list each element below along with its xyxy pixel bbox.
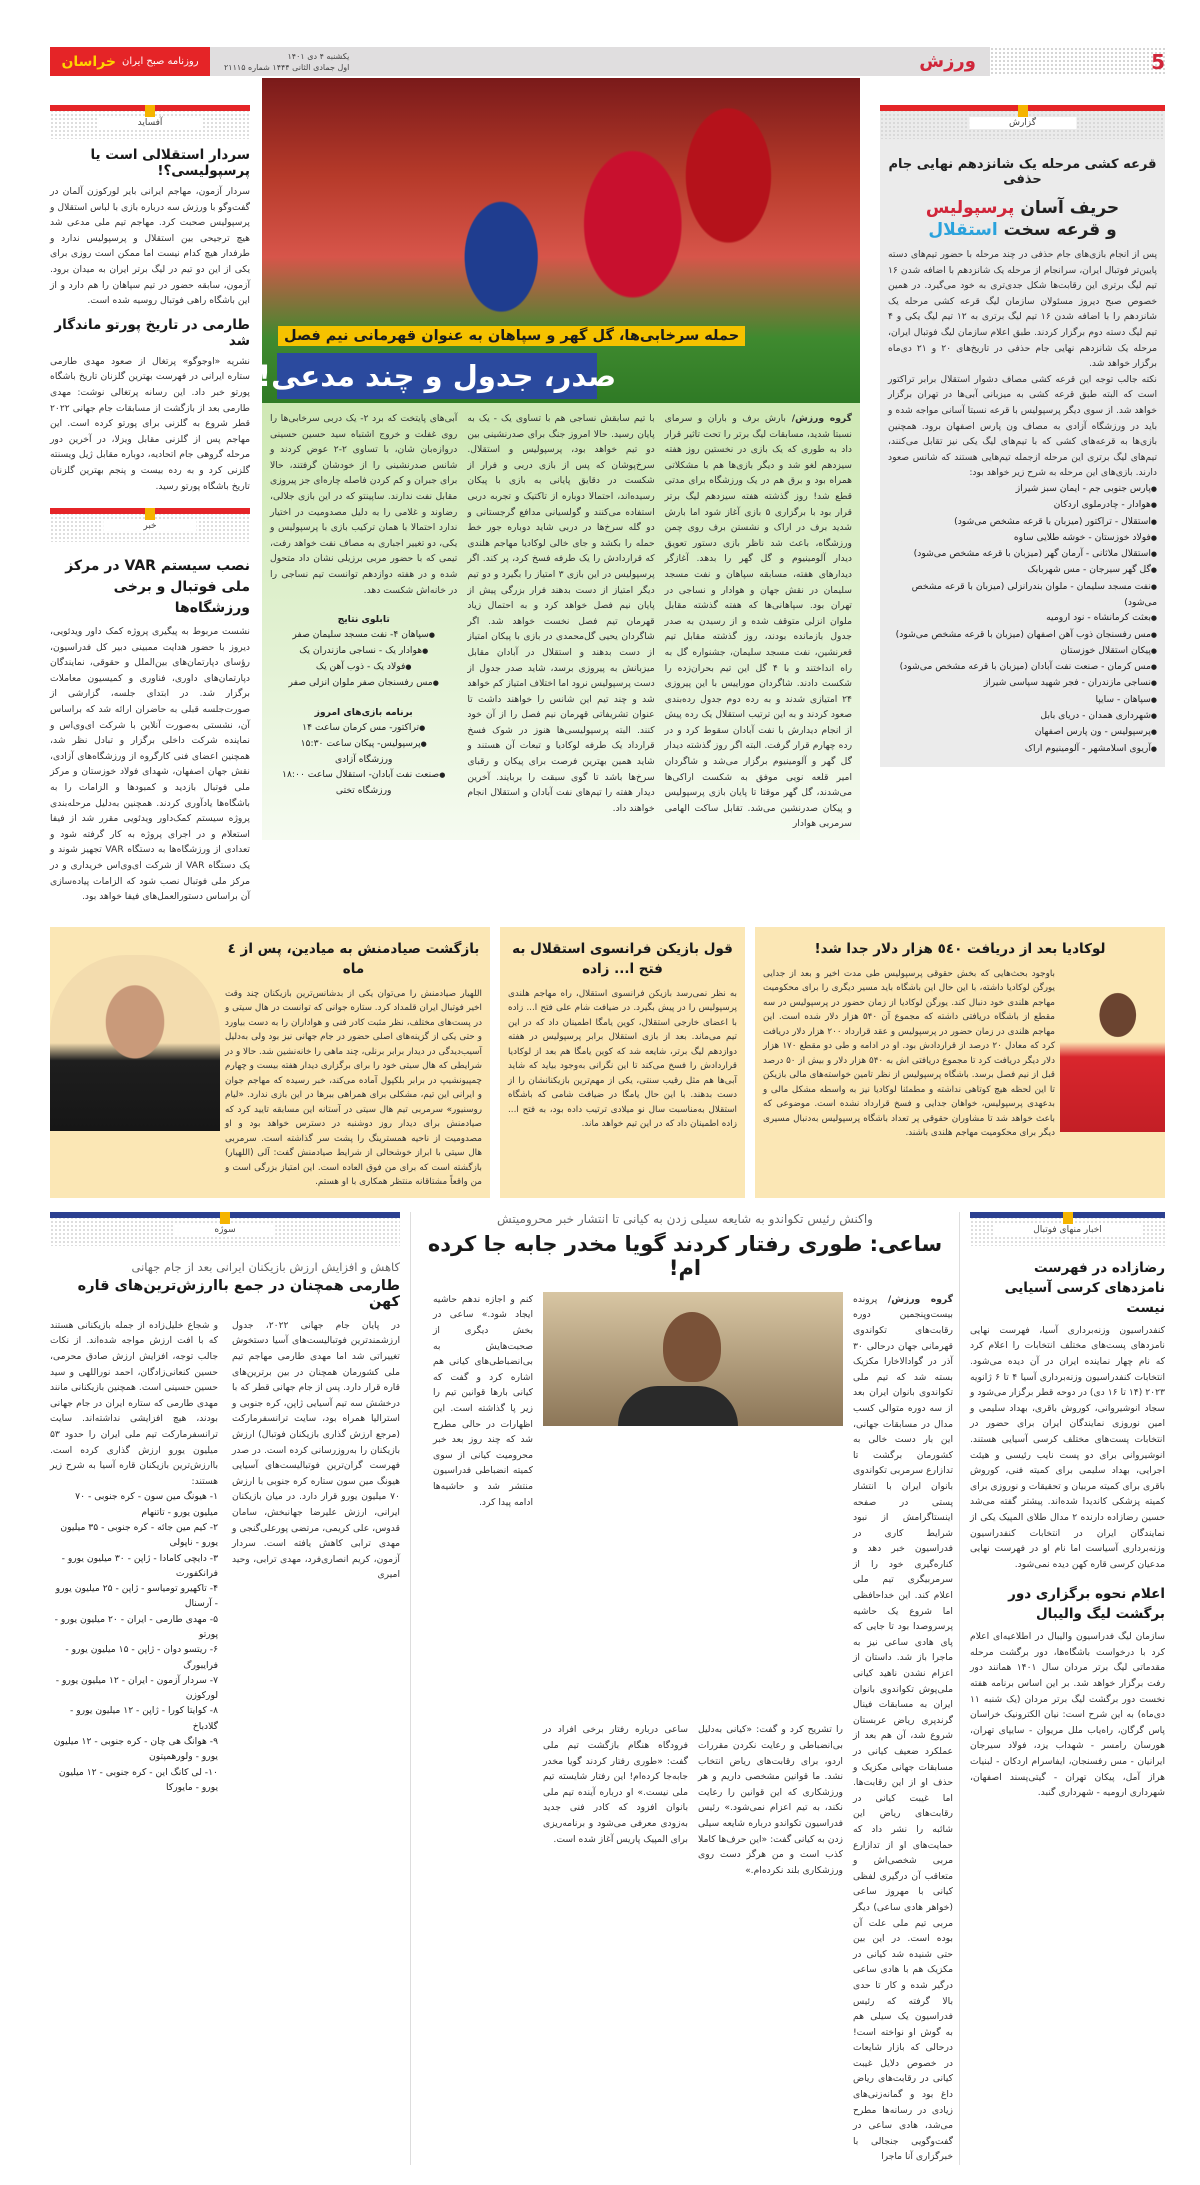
tag-label: اخبار منهای فوتبال (993, 1224, 1142, 1236)
section-tag-sowzeh (50, 1212, 400, 1246)
article-title: سردار استقلالی است یا پرسپولیسی؟! (90, 147, 250, 179)
ranking-item (50, 1520, 218, 1551)
match-item (888, 724, 1157, 740)
bottom-row (50, 1212, 1165, 2165)
list-item-text: صنعت نفت آبادان- استقلال ساعت ۱۸:۰۰ (282, 769, 440, 781)
list-item-text: ۳- دایچی کامادا - ژاپن - ۳۰ میلیون یورو - فرانکفورت (61, 1552, 218, 1579)
list-item-text: ۴- تاکهیرو تومیاسو - ژاپن - ۲۵ میلیون یورو - آرسنال (55, 1583, 218, 1610)
list-item-text: ۹- هوانگ هی چان - کره جنوبی - ۱۲ میلیون یورو - ولورهمپتون (53, 1736, 218, 1763)
bullet-icon: ● (1150, 517, 1157, 526)
list-item-text: ۸- کوایتا کورا - ژاپن - ۱۲ میلیون یورو - گلادباخ (70, 1705, 218, 1732)
article-column (50, 1318, 218, 1795)
main-article (262, 403, 860, 840)
match-item (888, 627, 1157, 643)
bullet-icon: ● (420, 740, 427, 749)
list-item-text: پرسپولیس - ون پارس اصفهان (1034, 726, 1151, 738)
list-item-text: گل گهر سیرجان - مس شهربابک (1027, 564, 1151, 576)
box-title: لوکادیا بعد از دریافت ٥٤٠ هزار دلار جدا شد! (814, 940, 1106, 957)
section-tag-offside (50, 105, 250, 139)
article-body: سازمان لیگ فدراسیون والیبال در اطلاعیه‌ای اعلام کرد با درخواست باشگاه‌ها، دور برگشت مرحله مقدماتی لیگ برتر مردان سال ۱۴۰۱ همانند دور رفت برگزار خواهد شد. بر این اساس برنامه هفته نخست دور برگشت لیگ برتر مردان (یک شنبه ۱۱ دی‌ماه) به این شرح است: نیان الکترونیک خراسان پاس گرگان، راه‌یاب ملل مریوان - سایپای تهران، هورسان رامسر - شهداب یزد، فولاد سیرجان ایرانیان - مس رفسنجان، ایفاسرام اردکان - لبنیات هراز آمل، پیکان تهران - گیتی‌پسند اصفهان، شهرداری ارومیه - شهرداری گنبد. (970, 1631, 1165, 1799)
list-item-text: ورزشگاه آزادی (334, 754, 393, 766)
ranking-item (50, 1581, 218, 1612)
box-title: قول بازیکن فرانسوی استقلال به فتح ا... زاده (512, 940, 733, 977)
yamga-box (500, 927, 745, 1198)
list-item-text: پرسپولیس- پیکان ساعت ۱۵:۳۰ (300, 738, 421, 750)
non-football-news (970, 1212, 1165, 1801)
ranking-item (50, 1734, 218, 1765)
schedule-item (270, 752, 457, 767)
article-body: کنفدراسیون وزنه‌برداری آسیا، فهرست نهایی نامزدهای پست‌های مختلف انتخابات را اعلام کرد که نام چهار نماینده ایران در آن دیده می‌شود. انتخابات کنفدراسیون وزنه‌برداری آسیا ۴ تا ۶ ژانویه ۲۰۲۳ (۱۴ تا ۱۶ دی) در دوحه قطر برگزار می‌شود و سجاد انوشیروانی، کوروش باقری، بهداد سلیمی و امین نوروزی نمایندگان ایران برای حضور در انتخابات پست‌های مختلف کرسی آسیایی هستند. انوشیروانی برای دو پست نایب رئیسی و هیئت اجرایی، بهداد سلیمی برای کمیته فنی، کوروش باقری برای کمیته مربیان و تحقیقات و نوروزی برای کمیته پزشکی کاندیدا شده‌اند. پیشتر گفته می‌شد حسین رضازاده دارنده ۲ مدال طلای المپیک یکی از نمایندگان ایران در انتخابات کنفدراسیون وزنه‌برداری آسیاست اما نام او در فهرست نهایی مدعیان کرسی قاره کهن دیده نمی‌شود. (970, 1324, 1166, 1570)
article-body: پس از انجام بازی‌های جام حذفی در چند مرحله با حضور تیم‌های دسته پایین‌تر فوتبال ایران، سرانجام از مرحله یک شانزدهم با اضافه شدن ۱۶ تیم لیگ برتری این رقابت‌ها شکل جدی‌تری به خود می‌گیرد. در همین خصوص صبح دیروز مسئولان سازمان لیگ قرعه کشی مرحله یک شانزدهم را با اضافه شدن ۱۶ تیم لیگ برتری به ۱۲ تیم لیگ یکی و ۴ تیم لیگ دسته دوم برگزار کردند. طبق اعلام سازمان لیگ فوتبال ایران، مرحله یک شانزدهم نهایی جام حذفی در تاریخ‌های ۲۰ و ۲۱ دی‌ماه برگزار خواهد شد. (888, 249, 1157, 370)
bullet-icon: ● (1150, 646, 1157, 655)
issue-date (224, 51, 349, 73)
schedule-items (270, 720, 457, 798)
match-item (888, 546, 1157, 562)
list-item-text: پارس جنوبی جم - ایمان سبز شیراز (1015, 482, 1151, 494)
ranking-item (50, 1551, 218, 1582)
list-item-text: ۱- هیونگ مین سون - کره جنوبی - ۷۰ میلیون یورو - تاتنهام (75, 1491, 218, 1518)
list-item-text: ۷- سردار آزمون - ایران - ۱۲ میلیون یورو - لورکوزن (55, 1674, 218, 1702)
bullet-icon: ● (1150, 695, 1157, 704)
logo-subtitle: روزنامه صبح ایران (122, 56, 199, 67)
bullet-icon: ● (1150, 630, 1157, 639)
article-columns (417, 1292, 953, 2165)
newspaper-logo (50, 47, 210, 76)
report-headline (888, 197, 1157, 241)
bullet-icon: ● (419, 724, 426, 733)
result-item (270, 675, 457, 691)
headline-persepolis: پرسپولیس (925, 198, 1015, 218)
match-item (888, 481, 1157, 497)
result-item (270, 627, 457, 643)
byline: گروه ورزش/ (785, 413, 852, 424)
bullet-icon: ● (1150, 679, 1157, 688)
ranking-item (50, 1642, 218, 1673)
list-item-text: ۶- ریتسو دوان - ژاپن - ۱۵ میلیون یورو - فرایبورگ (65, 1644, 218, 1671)
header-bar (210, 47, 990, 76)
article-column: را تشریح کرد و گفت: «کیانی به‌دلیل بی‌انضباطی و رعایت نکردن مقررات اردو، برای رقابت‌های ریاض انتخاب نشد. ما قوانین مشخصی داریم و هر ورزشکاری که این قوانین را رعایت نکند، به تیم اعزام نمی‌شود.» رئیس فدراسیون تکواندو درباره شایعه سیلی زدن به کیانی گفت: «این حرف‌ها کاملا کذب است و من هرگز دست روی ورزشکاری بلند نکرده‌ام.» (698, 1724, 843, 1876)
headline-esteghlal: استقلال (928, 220, 998, 240)
article-body: سردار آزمون، مهاجم ایرانی بایر لورکوزن آلمان در گفت‌وگو با ورزش سه درباره بازی با لباس استقلال و پرسپولیس صحبت کرد. مهاجم تیم ملی مدعی شد هیچ ترجیحی بین استقلال و پرسپولیس ندارد و طرفدار هیچ کدام نیست اما ممکن است روزی برای یکی از این دو تیم در لیگ برتر ایران به میدان برود. آزمون، سابقه حضور در تیم سپاهان را هم دارد و از این باشگاه راهی فوتبال روسیه شده است. (50, 186, 250, 307)
page-number: 5 (1151, 49, 1165, 74)
section-tag-report (880, 105, 1165, 139)
list-item-text: مس رفسنجان ذوب آهن اصفهان (میزبان با قرعه مشخص می‌شود) (895, 628, 1151, 640)
person-body (618, 1386, 738, 1426)
results-title: تابلوی نتایج (337, 614, 390, 626)
column-text: پرونده بیست‌وپنجمین دوره رقابت‌های تکواندوی قهرمانی جهان درحالی ۳۰ آذر در گوادالاخارا مکزیک بسته شد که تیم ملی تکواندوی بانوان ایران بعد از سه دوره متوالی کسب مدال در مسابقات جهانی، این بار دست خالی به کشورمان برگشت تا تدازارع سرمربی تکواندوی بانوان ایران با انتشار پستی در صفحه اینستاگرامش از نبود شرایط کاری در فدراسیون خبر دهد و کناره‌گیری خود را از سرمربیگری تیم ملی اعلام کند. این خداحافظی اما شروع یک حاشیه پرسروصدا بود تا جایی که پای هادی ساعی نیز به ماجرا باز شد. داستان از اعزام نشدن ناهید کیانی ملی‌پوش تکواندوی بانوان ایران به مسابقات فینال گرندپری ریاض عربستان شروع شد، آن هم بعد از عملکرد ضعیف کیانی در مسابقات جهانی مکزیک و حذف او از این رقابت‌ها. اما غیبت کیانی در رقابت‌های ریاض این شائبه را نشر داد که حمایت‌های او از تدازارع مربی شخصی‌اش و متعاقب آن درگیری لفظی کیانی با مهروز ساعی (خواهر هادی ساعی) دیگر مربی تیم ملی علت آن بوده است. در این بین حتی شنیده شد کیانی در مکزیک هم با هادی ساعی درگیر شده و کار تا حدی بالا گرفته که رئیس فدراسیون یک سیلی هم به گوش او نواخته است! درحالی که بازار شایعات در خصوص دلایل غیبت کیانی در رقابت‌های ریاض داغ بود و گمانه‌زنی‌های زیادی در رسانه‌ها مطرح می‌شد، هادی ساعی در گفت‌وگویی جنجالی با خبرگزاری آنا ماجرا (853, 1293, 953, 2163)
list-item-text: نساجی مازندران - فجر شهید سپاسی شیراز (983, 677, 1151, 689)
match-item (888, 692, 1157, 708)
bullet-icon: ● (432, 679, 439, 688)
match-item (888, 579, 1157, 611)
article-title: رضازاده در فهرست نامزدهای کرسی آسیایی نیست (1004, 1259, 1165, 1316)
hadi-saei-photo (543, 1292, 843, 1426)
schedule-title: برنامه بازی‌های امروز (314, 707, 413, 719)
result-item (270, 643, 457, 659)
bullet-icon: ● (428, 631, 435, 640)
byline: گروه ورزش/ (877, 1293, 953, 1305)
schedule-item (270, 767, 457, 783)
bullet-icon: ● (1150, 744, 1157, 753)
bullet-icon: ● (1150, 712, 1157, 721)
list-item-text: بعثت کرمانشاه - نود ارومیه (1046, 612, 1151, 624)
match-item (888, 497, 1157, 513)
logo-brand: خراسان (61, 53, 117, 70)
page-header (50, 47, 1165, 76)
bullet-icon: ● (1150, 728, 1157, 737)
match-item (888, 530, 1157, 546)
box-body: به نظر نمی‌رسد بازیکن فرانسوی استقلال، راه مهاجم هلندی پرسپولیس را در پیش بگیرد. در ضیافت شام علی فتح ا... زاده با اعضای خارجی استقلال، کوین یامگا اطمینان داد که در این تیم می‌ماند. بعد از بازی استقلال برابر پرسپولیس در هفته دوازدهم لیگ برتر، شایعه شد که کوین یامگا هم بعد از لوکادیا قراردادش را فسخ می‌کند تا این نگرانی به‌وجود بیاید که شاید آبی‌ها هم مثل رقیب سنتی، یکی از مهم‌ترین بازیکنانشان را از دست بدهند. با این حال یامگا در ضیافت شامی که باشگاه استقلال به‌مناسبت سال نو میلادی ترتیب داده بود، به فتح ا... زاده اطمینان داد که در این تیم خواهد ماند. (508, 988, 737, 1130)
list-item-text: هوادار یک - نساجی مازندران یک (299, 645, 423, 657)
bullet-icon: ● (422, 647, 429, 656)
match-item (888, 675, 1157, 691)
article-column (270, 411, 457, 798)
list-item-text: پیکان استقلال خوزستان (1060, 644, 1151, 656)
report-subtitle: قرعه کشی مرحله یک شانزدهم نهایی جام حذفی (888, 157, 1157, 187)
football-match-photo (257, 78, 860, 403)
bullet-icon: ● (1150, 582, 1157, 591)
bullet-icon: ● (405, 663, 412, 672)
sayadmanesh-box (50, 927, 490, 1198)
article-title: اعلام نحوه برگزاری دور برگشت لیگ والیبال (1008, 1586, 1165, 1623)
top-row (50, 78, 1165, 905)
column-text: و شجاع خلیل‌زاده از جمله بازیکنانی هستند که با افت ارزش مواجه شده‌اند. از نکات جالب توجه، افزایش ارزش صادق محرمی، حسین کنعانی‌زادگان، احمد نوراللهی و سید حسین حسینی است. همچنین بازیکنانی مانند مهدی طارمی که ستاره ایران در جام جهانی بودند، هیچ افزایشی نداشته‌اند. سایت ترانسفرمارکت تیم ملی ایران را حدود ۵۳ میلیون یورو ارزش گذاری کرده است. باارزش‌ترین بازیکنان قاره آسیا به شرح زیر هستند: (50, 1319, 218, 1487)
date-line-2: اول جمادی الثانی ۱۴۴۴ شماره ۲۱۱۱۵ (224, 62, 350, 72)
bullet-icon: ● (1150, 566, 1157, 575)
list-item-text: شهرداری همدان - دریای بابل (1040, 710, 1151, 722)
article-title: طارمی در تاریخ پورتو ماندگار شد (54, 316, 250, 349)
tag-label: آفساید (98, 117, 203, 129)
list-item-text: فولاد یک - ذوب آهن یک (315, 661, 406, 673)
tag-label: سوژه (174, 1224, 275, 1236)
schedule-item (270, 720, 457, 736)
match-item (888, 514, 1157, 530)
article-column: کنم و اجازه ندهم حاشیه ایجاد شود.» ساعی در بخش دیگری از صحبت‌هایش به بی‌انضباطی‌های کیانی هم اشاره کرد و گفت که کیانی بارها قوانین تیم را زیر پا گذاشته است. این اظهارات در حالی مطرح شد که چند روز بعد خبر محرومیت کیانی از سوی کمیته انضباطی فدراسیون منتشر شد و حاشیه‌ها ادامه پیدا کرد. (433, 1293, 533, 1508)
match-item (888, 610, 1157, 626)
page-number-box (990, 47, 1165, 76)
ranking-items (50, 1489, 218, 1795)
list-item-text: ۲- کیم مین جائه - کره جنوبی - ۳۵ میلیون یورو - ناپولی (60, 1521, 218, 1549)
headline-part: حریف آسان (1014, 198, 1120, 218)
main-story (257, 78, 860, 840)
result-items (270, 627, 457, 691)
ranking-item (50, 1673, 218, 1704)
list-item-text: ۱۰- لی کانگ این - کره جنوبی - ۱۲ میلیون یورو - مایورکا (58, 1766, 218, 1793)
column-text: بارش برف و باران و سرمای نسبتا شدید، مسابقات لیگ برتر را تحت تاثیر قرار داد به طوری که یک بازی در نخستین روز هفته سیزدهم لغو شد و دیگر بازی‌ها هم با مشکلاتی همراه بود و برق هم در یک ورزشگاه برای مدتی قطع شد! روز گذشته هفته سیزدهم لیگ برتر قرار بود با برگزاری ۵ بازی آغاز شود اما بارش شدید برف در اراک و نشستن برف روی چمن ورزشگاه، باعث شد ناظر بازی دستور تعویق دیدار آلومینیوم و گل گهر را بدهد. آغازگر دیدارهای هفته، مسابقه سپاهان و نفت مسجد سلیمان در نقش جهان و هوادار و نساجی در تهران بود. سپاهانی‌ها که هفته گذشته مقابل ملوان انزلی متوقف شده و از رسیدن به صدر جدول بازمانده بودند، روز گذشته مقابل تیم قعرنشین، نفت مسجد سلیمان، جشنواره گل به راه انداختند و با ۴ گل این تیم بحران‌زده را شکست دادند. شاگردان موراییس با این پیروزی ۲۴ امتیازی شدند و به رده دوم جدول رده‌بندی صعود کردند و به این ترتیب استقلال یک رده پیش از انجام دیدارش با نفت آبادان سقوط کرد و در رده چهارم قرار گرفت. البته اگر روز گذشته دیدار گل گهر و آلومینیوم برگزار می‌شد و شاگردان امیر قلعه نویی موفق به شکست اراکی‌ها می‌شدند، گل گهر موقتا تا پایان بازی پرسپولیس و پیکان صدرنشین می‌شد. تقابل ساکت الهامی سرمربی هوادار (664, 413, 853, 830)
column-text: آبی‌های پایتخت که برد ۲- یک دربی سرخابی‌ها را روی غفلت و خروج اشتباه سید حسین حسینی دروازه‌بان شان، با تساوی ۲-۲ عوض کردند و شانس صدرنشینی را از خودشان گرفتند، حالا برای جبران و کم کردن فاصله چاره‌ای جز پیروزی مقابل نفت ندارند. ساپینتو که در این بازی جلالی، رضاوند و غلامی را به دلیل مصدومیت در اختیار ندارد احتمالا با همان ترکیب بازی با پرسپولیس و یکی، دو تغییر اجباری به مصاف نفت خواهد رفت، تیمی که با حضور مربی برزیلی نشان داد متحول شده و در هفته دوازدهم توانست تیم نساجی را در خانه‌اش شکست دهد. (270, 413, 458, 596)
match-item (888, 741, 1157, 757)
list-item-text: استقلال - تراکتور (میزبان با قرعه مشخص می‌شود) (954, 515, 1151, 527)
list-item-text: تراکتور- مس کرمان ساعت ۱۴ (302, 722, 420, 734)
article-kicker: واکنش رئیس تکواندو به شایعه سیلی زدن به کیانی تا انتشار خبر محرومیتش (497, 1211, 873, 1226)
lucadia-box (755, 927, 1165, 1198)
article-title: ساعی: طوری رفتار کردند گویا مخدر جابه جا کرده ام! (427, 1231, 943, 1280)
left-column (50, 105, 250, 905)
match-item (888, 643, 1157, 659)
list-item-text: استقلال ملاثانی - آرمان گهر (میزبان با قرعه مشخص می‌شود) (913, 548, 1151, 560)
schedule-item (270, 783, 457, 798)
list-item-text: نفت مسجد سلیمان - ملوان بندرانزلی (میزبان با قرعه مشخص می‌شود) (911, 580, 1157, 608)
article-column (853, 1292, 953, 2165)
main-headline: صدر، جدول و چند مدعی! (277, 353, 597, 399)
results-board (270, 612, 457, 798)
player-photo (1060, 982, 1165, 1132)
tag-label: خبر (103, 520, 196, 532)
ranking-item (50, 1703, 218, 1734)
list-item-text: سپاهان ۴- نفت مسجد سلیمان صفر (292, 629, 429, 641)
article-column: با تیم سابقش نساجی هم با تساوی یک - یک به پایان رسید. حالا امروز جنگ برای صدرنشینی بین دو تیم خواهد بود، پرسپولیس و استقلال. سرخ‌پوشان که پس از بازی دربی و فرار از شکست در دقایق پایانی به بازی با پیکان رسیده‌اند، احتمالا دوباره از تاکتیک و تجربه دربی استفاده می‌کنند و گولسیانی مدافع گرجستانی و دو گله سرخ‌ها در دربی شاید دوباره جور خط حمله را بکشد و جای خالی لوکادیا مهاجم هلندی که قرارداد‌ش را یک طرفه فسخ کرد، پر کند. اگر پرسپولیس در این بازی ۳ امتیاز را بگیرد و دو تیم دیگر امتیاز از دست بدهند فرار بزرگی پیش از پایان نیم فصل خواهد کرد و به احتمال زیاد قهرمان تیم فصل نخست خواهد شد. اگر شاگردان یحیی گل‌محمدی در بازی با پیکان امتیاز از دست بدهند و استقلال در آبادان مقابل میزبانش به پیروزی برسد، شاید صدر جدول از دست پرسپولیس نرود اما اختلاف امتیاز کم خواهد شد و چند تیم این شانس را خواهند داشت تا عنوان تشریفاتی قهرمان نیم فصل را از آن خود کنند. البته پرسپولیسی‌ها هنوز در شوک فسخ قرارداد یک طرفه لوکادیا و تبعات آن هستند و شاید همین بهترین فرصت برای پیکان و رقبای سرخ‌ها باشد تا گوی سبقت را بربایند. آخرین دیدار هفته را تیم‌های نفت آبادان و استقلال انجام خواهند داد. (467, 413, 655, 814)
bullet-icon: ● (1150, 614, 1157, 623)
feature-boxes-row (50, 927, 1165, 1198)
match-item (888, 562, 1157, 578)
ranking-item (50, 1489, 218, 1520)
person-head (663, 1312, 721, 1382)
section-title: ورزش (919, 51, 976, 72)
article-body: نکته جالب توجه این قرعه کشی مصاف دشوار استقلال برابر تراکتور است که البته طبق قرعه کشی به میزبانی آبی‌ها در تهران برگزار خواهد شد. از سوی دیگر پرسپولیس با قرعه نسبتا آسانی مواجه شده و باید در ورزشگاه آزادی به مصاف ون پارس اصفهان برود. همچنین بازی‌ها به قرعه‌های کشی که با تیم‌های لیگ یکی نیز تقابل می‌کنند، تیم‌های لیگ برتری این مرحله ازجمله تیم‌هایی هستند که شانس صعود دارند. بازی‌های این مرحله به شرح زیر خواهد بود: (888, 373, 1157, 479)
ranking-item (50, 1765, 218, 1796)
list-item-text: هوادار - چادرملوی اردکان (1053, 499, 1151, 511)
box-title: بازگشت صیادمنش به میادین، پس از ٤ ماه (227, 940, 480, 977)
section-tag-news (50, 508, 250, 542)
article-columns (50, 1318, 400, 1795)
bullet-icon: ● (1150, 550, 1157, 559)
list-item-text: ورزشگاه تختی (335, 785, 392, 797)
list-item-text: مس کرمان - صنعت نفت آبادان (میزبان با قرعه مشخص می‌شود) (899, 661, 1151, 673)
headline-part: و قرعه سخت (997, 220, 1117, 240)
tag-label: گزارش (969, 117, 1076, 129)
date-line-1: یکشنبه ۴ دی ۱۴۰۱ (287, 51, 350, 61)
schedule-item (270, 736, 457, 752)
report-box (880, 105, 1165, 767)
article-body: نشریه «اوجوگو» پرتغال از صعود مهدی طارمی ستاره ایرانی در فهرست بهترین گلزنان تاریخ باشگاه پورتو خبر داد. این رسانه پرتغالی نوشت: مهدی طارمی بعد از بازگشت از مسابقات جام جهانی ۲۰۲۲ قطر شروع به گلزنی برای پورتو کرده است. این مهاجم پس از گلزنی مقابل ویزلا، در آخرین دور مرحله گروهی جام اتحادیه، دوباره مقابل ژیل ویسنته گلزنی کرد و به رده بیست و پنجم بهترین گلزنان تاریخ باشگاه پورتو رسید. (50, 355, 250, 492)
bullet-icon: ● (1150, 663, 1157, 672)
result-item (270, 659, 457, 675)
article-column: ساعی درباره رفتار برخی افراد در فرودگاه هنگام بازگشت تیم ملی گفت: «طوری رفتار کردند گویا مخدر جابه‌جا کرده‌ام! این رفتار شایسته تیم ملی نیست.» او درباره آینده تیم ملی بانوان افزود که کادر فنی جدید به‌زودی معرفی می‌شود و برنامه‌ریزی برای المپیک پاریس آغاز شده است. (543, 1724, 688, 1845)
list-item-text: مس رفسنجان صفر ملوان انزلی صفر (288, 677, 433, 689)
list-item-text: آریوی اسلامشهر - آلومینیوم اراک (1024, 742, 1151, 754)
match-item (888, 659, 1157, 675)
bullet-icon: ● (1150, 533, 1157, 542)
sowzeh-section (50, 1212, 400, 1795)
main-kicker: حمله سرخابی‌ها، گل گهر و سپاهان به عنوان قهرمانی نیم فصل (278, 326, 745, 346)
page-body (50, 78, 1165, 2185)
article-title: نصب سیستم VAR در مرکز ملی فوتبال و برخی ورزشگاه‌ها (65, 558, 250, 617)
section-tag-non-football (970, 1212, 1165, 1246)
article-kicker: کاهش و افزایش ارزش بازیکنان ایرانی بعد از جام جهانی (131, 1259, 400, 1274)
bullet-icon: ● (1150, 484, 1157, 493)
list-item-text: ۵- مهدی طارمی - ایران - ۲۰ میلیون یورو - پورتو (54, 1613, 218, 1640)
match-item (888, 708, 1157, 724)
article-column (665, 411, 852, 832)
article-column: در پایان جام جهانی ۲۰۲۲، جدول ارزشمندترین فوتبالیست‌های آسیا دستخوش تغییراتی شد اما مهدی طارمی مهاجم تیم ملی کشورمان همچنان در بین برترین‌های قاره قرار دارد. پس از جام جهانی قطر که با درخشش سه تیم آسیایی ژاپن، کره جنوبی و استرالیا همراه بود، سایت ترانسفرمارکت (مرجع ارزش گذاری بازیکنان فوتبال) ارزش بازیکنان را به‌روزرسانی کرده است. در صدر فهرست گران‌ترین فوتبالیست‌های آسیایی هیونگ مین سون ستاره کره جنوبی با ارزش ۷۰ میلیون یورو قرار دارد. در میان بازیکنان ایرانی، ارزش علیرضا جهانبخش، سامان قدوس، علی کریمی، مرتضی پورعلی‌گنجی و مهدی ترابی کاهش یافته است. سردار آزمون، کریم انصاری‌فرد، مهدی ترابی، وحید امیری (232, 1319, 401, 1581)
list-item-text: سپاهان - سایپا (1095, 693, 1151, 705)
bullet-icon: ● (439, 771, 446, 780)
article-body: نشست مربوط به پیگیری پروژه کمک داور ویدئویی، دیروز با حضور هدایت ممبینی دبیر کل فدراسیون، رؤسای دپارتمان‌های بین‌الملل و حقوقی، نمایندگان دپارتمان‌های داوری، فناوری و کمیسیون معاملات برگزار شد. در ابتدای جلسه، گزارشی از صورت‌جلسه قبلی به حاضران ارائه شد که براساس آن، نشستی به‌صورت آنلاین با شرکت ای‌وی‌اس و نماینده شرکت داخلی برگزار و تبادل نظر شد، همچنین اعضای فنی کارگروه از ورزشگاه‌های آزادی، نقش جهان اصفهان، شهدای فولاد خوزستان و مرکز ملی فوتبال بازدید و کمبودها و الزامات را به باشگاه‌ها یادآوری کردند. همچنین به‌دلیل مرحله‌بندی پروژه سیستم کمک‌داور ویدئویی مقرر شد از فیفا استعلام و در اجرای پروژه به کار گرفته شود و تعدادی از ورزشگاه‌ها به دستگاه VAR تجهیز شوند و یک دستگاه VAR از شرکت ای‌وی‌اس خریداری و در مرکز ملی فوتبال نصب شود که الزامات پیاده‌سازی آن براساس دستورالعمل‌های فیفا خواهد بود. (50, 626, 251, 903)
ranking-item (50, 1612, 218, 1643)
player-photo (50, 955, 220, 1131)
list-item-text: فولاد خوزستان - خوشه طلایی ساوه (1013, 531, 1151, 543)
saei-article (410, 1212, 960, 2165)
box-body: باوجود بحث‌هایی که بخش حقوقی پرسپولیس طی مدت اخیر و بعد از جدایی یورگن لوکادیا داشته، با این حال این باشگاه باید مسیر دیگری را برای محکومیت مهاجم هلندی خود دنبال کند. یورگن لوکادیا از زمان حضور در پرسپولیس در سه مقطع از باشگاه دریافتی داشته که مجموع آن ۵۴۰ هزار دلار شده است. این مهاجم هلندی در زمان حضور در پرسپولیس و عقد قرارداد ۲۰۰ هزار دلار دریافت کرد که معادل ۲۰ درصد از قراردادش بود. او در ادامه و طی دو مقطع ۱۷۰ هزار دلار دیگر دریافت کرد تا مجموع دریافتی اش به ۵۴۰ هزار دلار و بیش از ۵۰ درصد قبل از نیم فصل برسد. باشگاه پرسپولیس از نظر تامین خواسته‌های مالی بازیکن تا این لحظه هیچ کوتاهی نداشته و مطمئنا لوکادیا نیز به واسطه مشکل مالی و بدعهدی پرسپولیس، خواهان جدایی و فسخ قرارداد نشده است. موضوعی که باعث خواهد شد تا مشاوران حقوقی پر تعداد باشگاه پرسپولیس به‌دنبال مسیری دیگر برای محکومیت مهاجم هلندی باشند. (763, 968, 1056, 1139)
box-body: اللهیار صیادمنش را می‌توان یکی از بدشانس‌ترین بازیکنان چند وقت اخیر فوتبال ایران قلمداد کرد. ستاره جوانی که توانست در هال سیتی و در پست‌های مختلف، نظر مثبت کادر فنی و هواداران را به دست بیاورد و حتی یکی از گزینه‌های اصلی حضور در جام جهانی نیز بود ولی به‌دلیل آسیب‌دیدگی در دیدار برابر برنلی، چند ماهی را خانه‌نشین شد. حالا و در شرایطی که هال سیتی خود را برای برگزاری دیدار هفته بیست و چهارم چمپیونشیپ در برابر بلکپول آماده می‌کند، خبر رسیده که مهاجم جوان و ایرانی این تیم، مشکلی برای همراهی ببرها در این بازی ندارد. «لیام روسنیور» سرمربی تیم هال سیتی در آستانه این مسابقه تایید کرد که صیادمنش برای دیدار روز دوشنبه در دسترس خواهد بود و او مصدومیت از ناحیه همسترینگ را پشت سر گذاشته است. سرمربی هال سیتی با ابراز خوشحالی از شرایط صیادمنش گفت: آلی (اللهیار) بازگشته است که برای من فوق العاده است. این امتیاز بزرگی است و من واقعاً مشتاقانه منتظر همکاری با او هستم. (225, 988, 482, 1188)
article-title: طارمی همچنان در جمع باارزش‌ترین‌های قاره کهن (77, 1277, 400, 1310)
match-items (888, 481, 1157, 757)
bullet-icon: ● (1150, 501, 1157, 510)
